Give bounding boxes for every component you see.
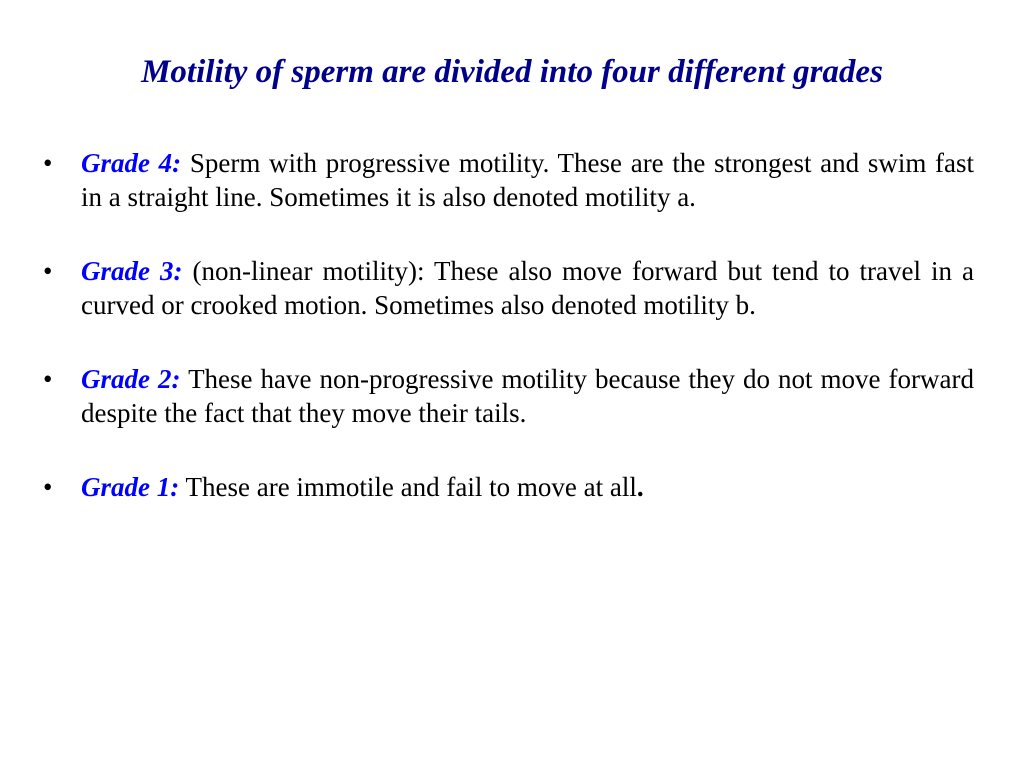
grade-4-label: Grade 4: — [81, 148, 182, 178]
bullet-icon: • — [43, 256, 53, 286]
grade-1-description: These are immotile and fail to move at all — [185, 472, 637, 502]
bullet-icon: • — [43, 148, 53, 178]
grade-4-item — [40, 146, 974, 214]
grade-2-label: Grade 2: — [81, 364, 181, 394]
grade-3-label: Grade 3: — [81, 256, 183, 286]
grade-2-item — [40, 362, 974, 430]
grade-4-description: Sperm with progressive motility. These are the strongest and swim fast in a straight line. Sometimes it is also denoted motility a. — [81, 148, 975, 212]
grade-2-description: These have non-progressive motility because they do not move forward despite the fact that they move their tails. — [81, 364, 975, 428]
bullet-icon: • — [43, 364, 53, 394]
grade-list — [40, 146, 974, 544]
grade-1-label: Grade 1: — [81, 472, 180, 502]
bullet-icon: • — [43, 472, 53, 502]
grade-1-period: . — [636, 472, 644, 502]
slide-title: Motility of sperm are divided into four different grades — [141, 54, 883, 90]
grade-1-item — [40, 470, 974, 504]
grade-3-item — [40, 254, 974, 322]
grade-3-description: (non-linear motility): These also move forward but tend to travel in a curved or crooked motion. Sometimes also denoted motility b. — [81, 256, 975, 320]
